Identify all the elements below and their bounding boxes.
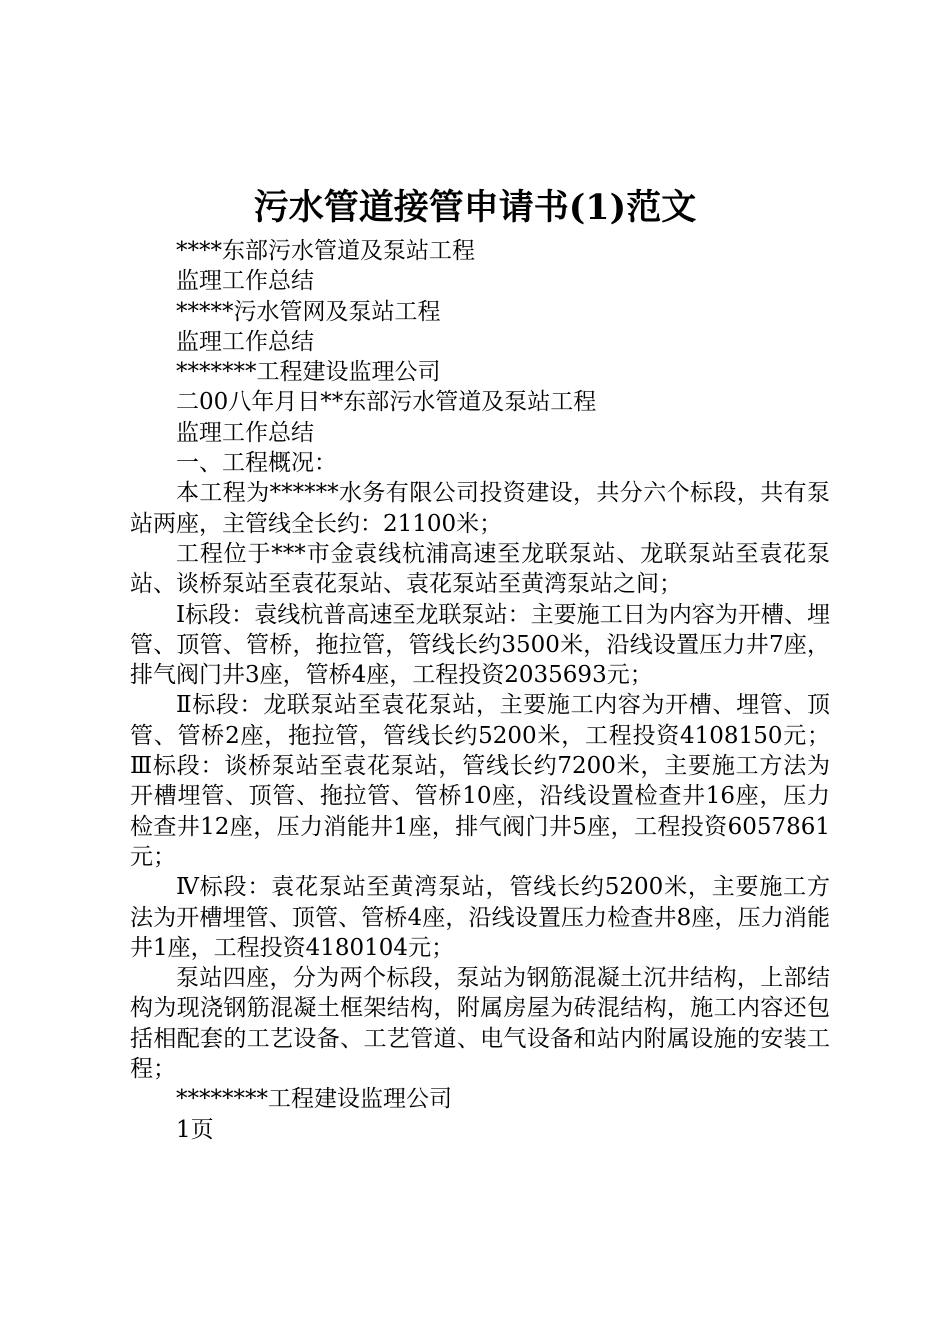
document-body [130,236,830,1145]
company-signature: ********工程建设监理公司 [176,1086,452,1113]
paragraph: 一、工程概况： [176,450,337,477]
paragraph: Ⅱ标段：龙联泵站至袁花泵站，主要施工内容为开槽、埋管、顶管、管桥2座，拖拉管，管线长约5200米，工程投资4108150元；Ⅲ标段：谈桥泵站至袁花泵站，管线长约7200米，主要施工方法为开槽埋管、顶管、拖拉管、管桥10座，沿线设置检查井16座，压力检查井12座，压力消能井1座，排气阀门井5座，工程投资6057861元； [130,692,830,870]
paragraph: 泵站四座，分为两个标段，泵站为钢筋混凝土沉井结构，上部结构为现浇钢筋混凝土框架结构，附属房屋为砖混结构，施工内容还包括相配套的工艺设备、工艺管道、电气设备和站内附属设施的安装工程； [130,965,830,1083]
paragraph: *******工程建设监理公司 [176,359,441,386]
paragraph: 监理工作总结 [176,419,314,446]
paragraph: 二00八年月日**东部污水管道及泵站工程 [176,389,597,416]
paragraph: ****东部污水管道及泵站工程 [176,238,475,264]
paragraph: *****污水管网及泵站工程 [176,298,441,325]
paragraph: Ⅳ标段：袁花泵站至黄湾泵站，管线长约5200米，主要施工方法为开槽埋管、顶管、管桥4座，沿线设置压力检查井8座，压力消能井1座，工程投资4180104元； [130,874,830,961]
paragraph: 工程位于***市金袁线杭浦高速至龙联泵站、龙联泵站至袁花泵站、谈桥泵站至袁花泵站、袁花泵站至黄湾泵站之间； [130,540,830,598]
paragraph: 监理工作总结 [176,328,314,355]
paragraph: 本工程为******水务有限公司投资建设，共分六个标段，共有泵站两座，主管线全长约：21100米； [130,480,830,537]
page-number: 1页 [176,1116,214,1143]
paragraph: 监理工作总结 [176,268,314,295]
document-title: 污水管道接管申请书(1)范文 [253,187,697,228]
paragraph: Ⅰ标段：袁线杭普高速至龙联泵站：主要施工日为内容为开槽、埋管、顶管、管桥，拖拉管，管线长约3500米，沿线设置压力井7座，排气阀门井3座，管桥4座，工程投资2035693元； [130,601,830,689]
